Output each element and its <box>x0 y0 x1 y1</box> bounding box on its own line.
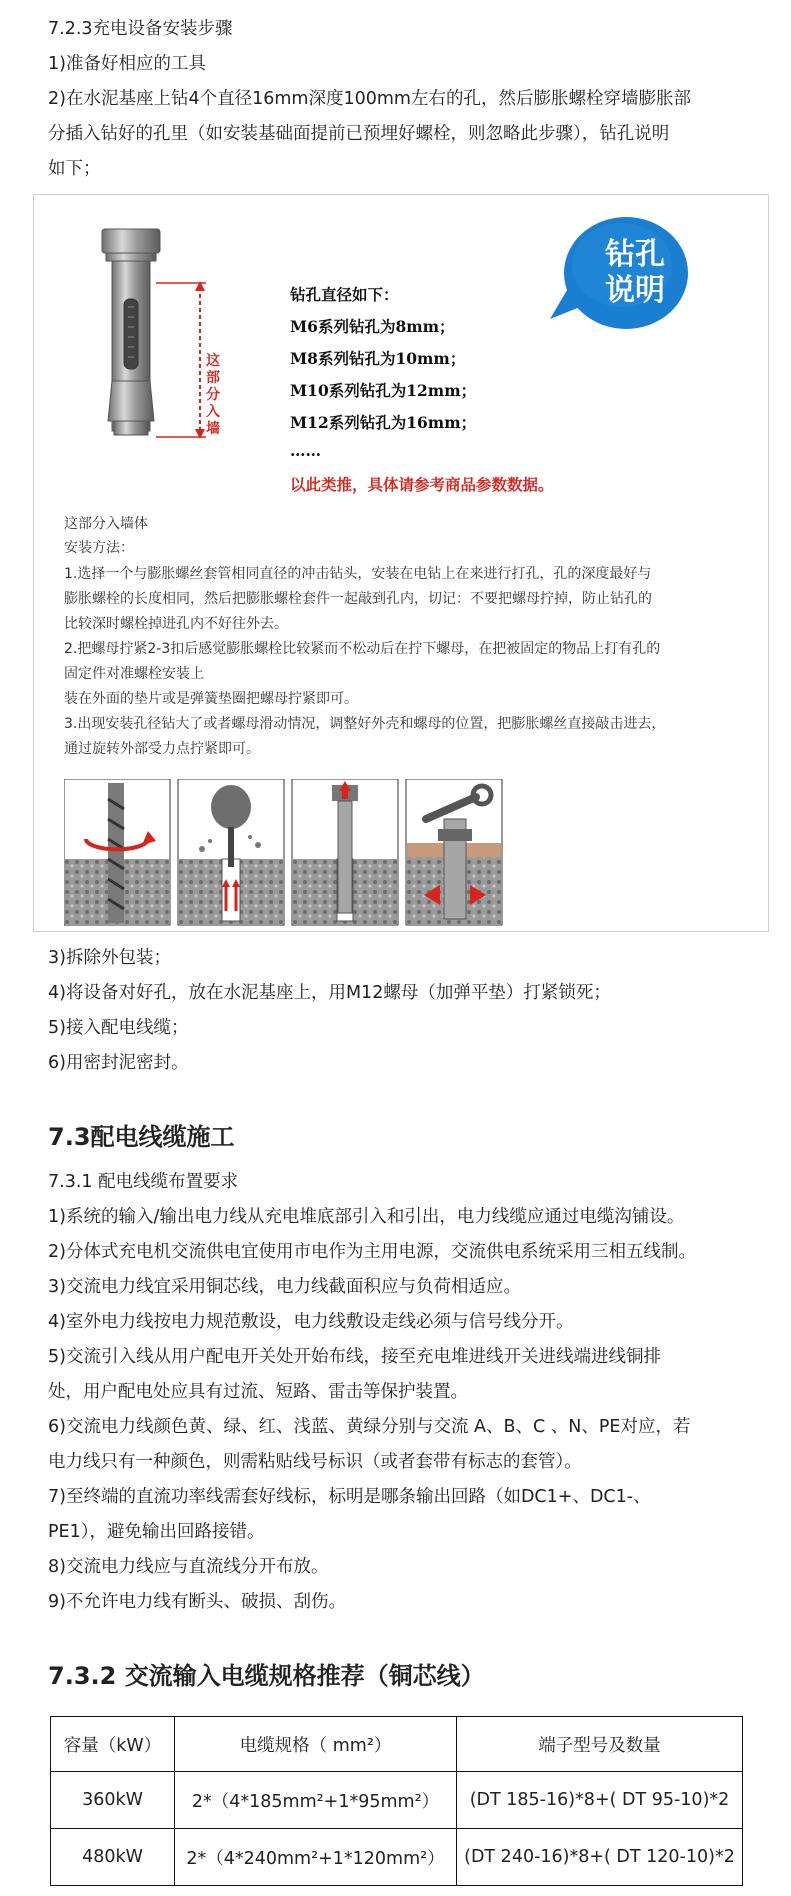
step-2-line-1: 2)在水泥基座上钻4个直径16mm深度100mm左右的孔，然后膨胀螺栓穿墙膨胀部 <box>48 89 691 109</box>
installation-steps-illustration <box>64 779 504 927</box>
requirement-1: 1)系统的输入/输出电力线从充电堆底部引入和引出，电力线缆应通过电缆沟铺设。 <box>48 1207 685 1227</box>
cell-capacity: 360kW <box>51 1772 175 1829</box>
step-4: 4)将设备对好孔，放在水泥基座上，用M12螺母（加弹平垫）打紧锁死； <box>48 983 611 1003</box>
cell-capacity: 480kW <box>51 1829 175 1886</box>
cell-terminal: (DT 185-16)*8+( DT 95-10)*2 <box>457 1772 743 1829</box>
requirement-7-line-1: 7)至终端的直流功率线需套好线标，标明是哪条输出回路（如DC1+、DC1-、 <box>48 1487 651 1507</box>
requirement-7-line-2: PE1），避免输出回路接错。 <box>48 1522 265 1542</box>
step-3: 3)拆除外包装； <box>48 948 171 968</box>
drilling-instruction-figure <box>33 194 769 932</box>
note-line-8: 装在外面的垫片或是弹簧垫圈把螺母拧紧即可。 <box>64 691 358 707</box>
note-line-9: 3.出现安装孔径钻大了或者螺母滑动情况，调整好外壳和螺母的位置，把膨胀螺丝直接敲击进去， <box>64 716 666 732</box>
step-2-line-2: 分插入钻好的孔里（如安装基础面提前已预埋好螺栓，则忽略此步骤），钻孔说明 <box>48 124 670 144</box>
spec-m12: M12系列钻孔为16mm； <box>290 413 477 432</box>
spec-note: 以此类推，具体请参考商品参数数据。 <box>290 475 554 494</box>
spec-m6: M6系列钻孔为8mm； <box>290 317 455 336</box>
requirement-9: 9)不允许电力线有断头、破损、刮伤。 <box>48 1592 346 1612</box>
note-line-5: 比较深时螺栓掉进孔内不好往外去。 <box>64 616 288 632</box>
step-6: 6)用密封泥密封。 <box>48 1053 189 1073</box>
spec-more: …… <box>290 441 321 460</box>
requirement-8: 8)交流电力线应与直流线分开布放。 <box>48 1557 329 1577</box>
requirement-5-line-2: 处，用户配电处应具有过流、短路、雷击等保护装置。 <box>48 1382 468 1402</box>
requirement-3: 3)交流电力线宜采用铜芯线，电力线截面积应与负荷相适应。 <box>48 1277 521 1297</box>
cable-spec-table <box>50 1716 743 1886</box>
note-line-1: 这部分入墙体 <box>64 516 148 532</box>
requirement-6-line-1: 6)交流电力线颜色黄、绿、红、浅蓝、黄绿分别与交流 A、B、C 、N、PE对应，若 <box>48 1417 691 1437</box>
expansion-bolt-icon <box>84 221 224 451</box>
insert-bolt-step-icon <box>292 779 398 925</box>
tighten-expand-step-icon <box>406 779 502 925</box>
badge-line-1: 钻孔 <box>605 237 665 272</box>
section-7-3-2-heading: 7.3.2 交流输入电缆规格推荐（铜芯线） <box>48 1662 485 1690</box>
step-1: 1)准备好相应的工具 <box>48 54 206 74</box>
note-line-2: 安装方法： <box>64 540 134 556</box>
table-row <box>51 1772 743 1829</box>
spec-m10: M10系列钻孔为12mm； <box>290 381 477 400</box>
cell-terminal: (DT 240-16)*8+( DT 120-10)*2 <box>457 1829 743 1886</box>
note-line-6: 2.把螺母拧紧2-3扣后感觉膨胀螺栓比较紧而不松动后在拧下螺母，在把被固定的物品上打有孔的 <box>64 641 661 657</box>
clean-hole-step-icon <box>178 779 284 925</box>
badge-line-2: 说明 <box>605 273 665 308</box>
step-5: 5)接入配电线缆； <box>48 1018 189 1038</box>
note-line-4: 膨胀螺栓的长度相同，然后把膨胀螺栓套件一起敲到孔内，切记：不要把螺母拧掉，防止钻孔的 <box>64 591 652 607</box>
section-7-3-heading: 7.3配电线缆施工 <box>48 1123 235 1151</box>
cell-cable-spec: 2*（4*185mm²+1*95mm²） <box>175 1772 457 1829</box>
table-header-row <box>51 1717 743 1772</box>
bolt-into-wall-label: 这部分入墙 <box>206 353 220 437</box>
section-7-2-3-heading: 7.2.3充电设备安装步骤 <box>48 19 233 39</box>
requirement-6-line-2: 电力线只有一种颜色，则需粘贴线号标识（或者套带有标志的套管）。 <box>48 1452 582 1472</box>
note-line-10: 通过旋转外部受力点拧紧即可。 <box>64 741 260 757</box>
cell-cable-spec: 2*（4*240mm²+1*120mm²） <box>175 1829 457 1886</box>
drill-step-icon <box>64 779 170 925</box>
requirement-2: 2)分体式充电机交流供电宜使用市电作为主用电源，交流供电系统采用三相五线制。 <box>48 1242 696 1262</box>
table-row <box>51 1829 743 1886</box>
section-7-3-1-heading: 7.3.1 配电线缆布置要求 <box>48 1172 239 1192</box>
note-line-3: 1.选择一个与膨胀螺丝套管相同直径的冲击钻头，安装在电钻上在来进行打孔，孔的深度最好与 <box>64 566 652 582</box>
step-2-line-3: 如下； <box>48 159 101 179</box>
note-line-7: 固定件对准螺栓安装上 <box>64 666 204 682</box>
drilling-badge <box>580 237 690 309</box>
header-cable-spec: 电缆规格（ mm²） <box>175 1717 457 1772</box>
spec-title: 钻孔直径如下： <box>290 285 399 304</box>
header-terminal: 端子型号及数量 <box>457 1717 743 1772</box>
requirement-4: 4)室外电力线按电力规范敷设，电力线敷设走线必须与信号线分开。 <box>48 1312 574 1332</box>
requirement-5-line-1: 5)交流引入线从用户配电开关处开始布线，接至充电堆进线开关进线端进线铜排 <box>48 1347 661 1367</box>
header-capacity: 容量（kW） <box>51 1717 175 1772</box>
spec-m8: M8系列钻孔为10mm； <box>290 349 466 368</box>
